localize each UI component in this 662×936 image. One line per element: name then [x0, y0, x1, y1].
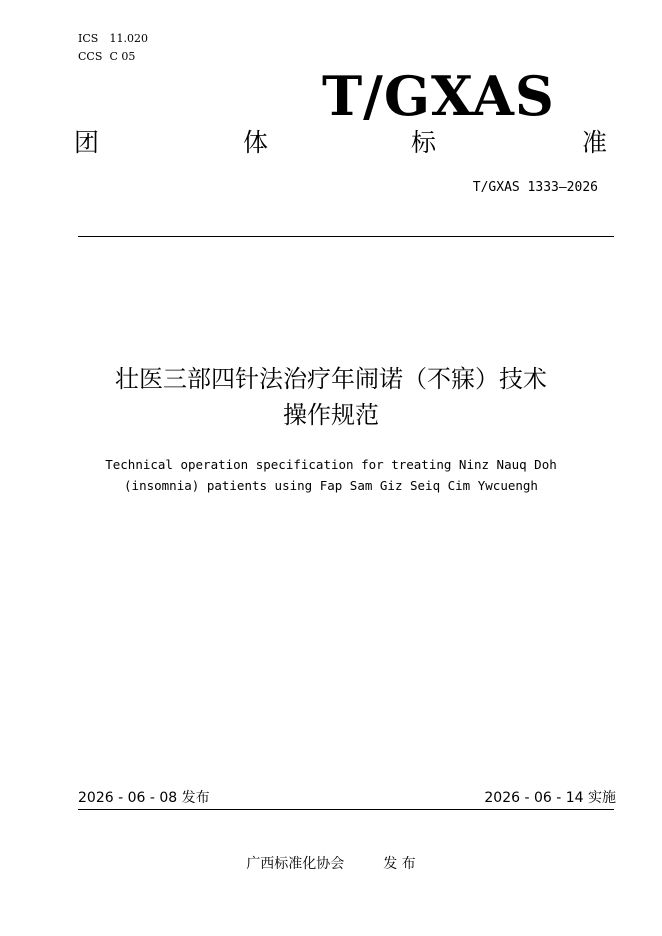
title-zh-line-2: 操作规范 [283, 401, 379, 429]
ccs-label: CCS [78, 50, 103, 63]
title-zh-line-1: 壮医三部四针法治疗年闹诺（不寐）技术 [115, 365, 547, 393]
standard-number: T/GXAS 1333—2026 [472, 180, 598, 195]
standard-logo: T/GXAS [322, 64, 555, 128]
issuer-org: 广西标准化协会 [246, 856, 345, 872]
standard-type-char-1: 团 [74, 128, 100, 157]
standard-type-char-2: 体 [243, 128, 269, 157]
ccs-value: C 05 [109, 50, 136, 63]
title-en-line-1: Technical operation specification for treating Ninz Nauq Doh [105, 457, 557, 472]
ccs-code [78, 48, 148, 66]
issuer [0, 853, 662, 873]
publish-date: 2026 - 06 - 08 发布 [78, 790, 210, 806]
issuer-action: 发 布 [383, 856, 416, 872]
footer-divider [78, 809, 614, 810]
ics-value: 11.020 [109, 32, 148, 45]
classification-codes [78, 30, 148, 66]
ics-code [78, 30, 148, 48]
implement-date: 2026 - 06 - 14 实施 [484, 790, 616, 806]
header-divider [78, 236, 614, 237]
standard-type-char-4: 准 [582, 128, 608, 157]
standard-type-char-3: 标 [411, 128, 437, 157]
ics-label: ICS [78, 32, 99, 45]
title-en-line-2: (insomnia) patients using Fap Sam Giz Seiq Cim Ywcuengh [124, 478, 538, 493]
